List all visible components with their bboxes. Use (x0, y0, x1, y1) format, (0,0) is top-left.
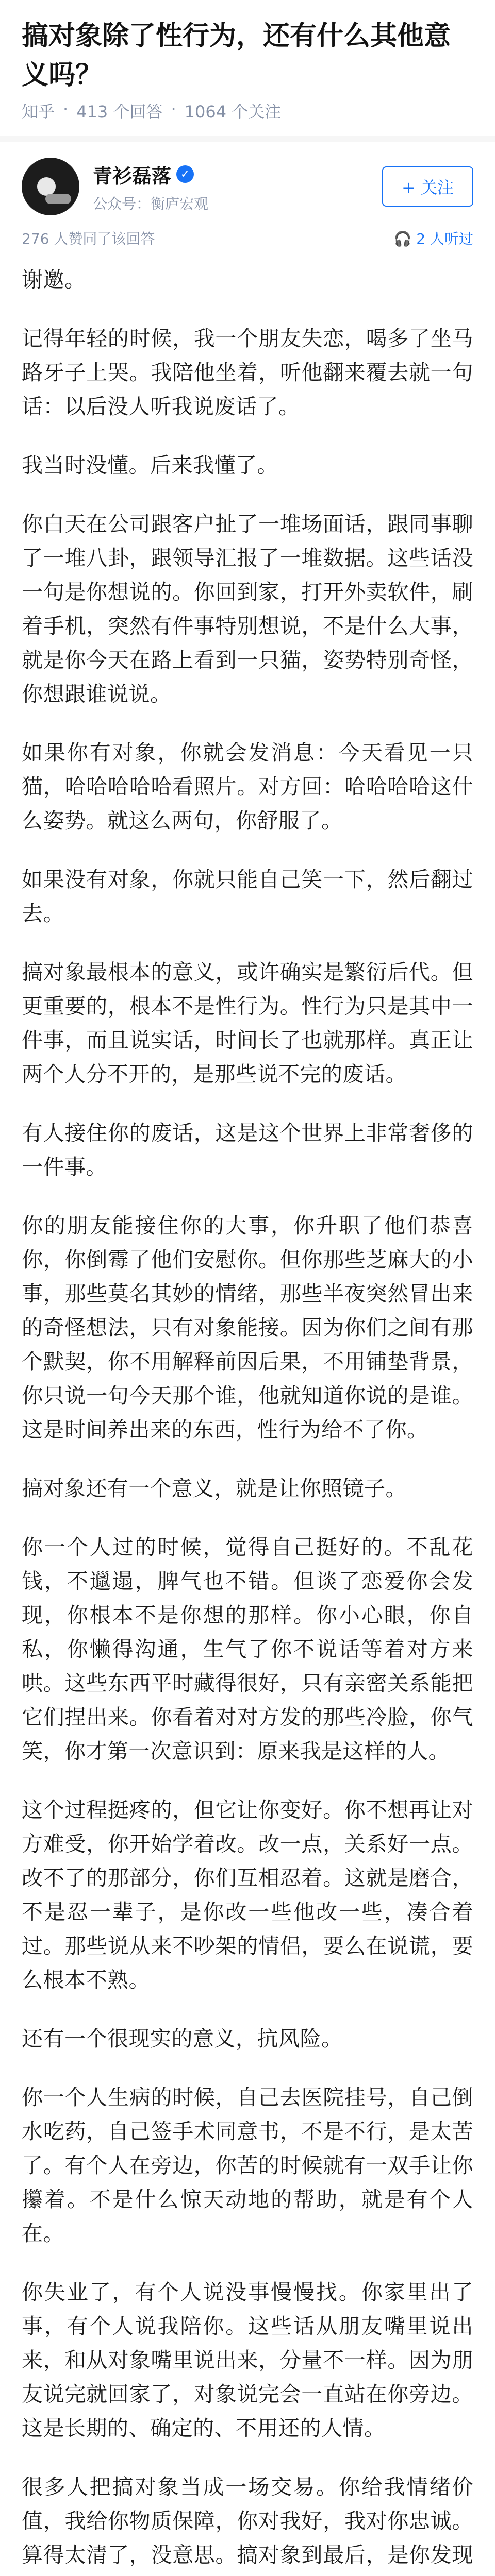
author-info (93, 160, 382, 213)
avatar[interactable] (22, 158, 79, 215)
question-meta (22, 99, 473, 123)
answer-paragraph: 你的朋友能接住你的大事，你升职了他们恭喜你，你倒霉了他们安慰你。但你那些芝麻大的小事，那些莫名其妙的情绪，那些半夜突然冒出来的奇怪想法，只有对象能接。因为你们之间有那个默契，你不用解释前因后果，不用铺垫背景，你只说一句今天那个谁，他就知道你说的是谁。这是时间养出来的东西，性行为给不了你。 (22, 1213, 473, 1442)
answer-paragraph: 如果你有对象，你就会发消息：今天看见一只猫，哈哈哈哈哈看照片。对方回：哈哈哈哈这什么姿势。就这么两句，你舒服了。 (22, 740, 473, 833)
listen-button[interactable] (394, 228, 473, 248)
headphones-icon: 🎧 (393, 230, 417, 247)
answer-paragraph: 很多人把搞对象当成一场交易。你给我情绪价值，我给你物质保障，你对我好，我对你忠诚。算得太清了，没意思。搞对象到最后，是你发现 (22, 2475, 473, 2567)
answer-paragraph: 搞对象还有一个意义，就是让你照镜子。 (22, 1476, 407, 1501)
answer-stats (0, 225, 495, 259)
answer-paragraph: 你失业了，有个人说没事慢慢找。你家里出了事，有个人说我陪你。这些话从朋友嘴里说出来，和从对象嘴里说出来，分量不一样。因为朋友说完就回家了，对象说完会一直站在你旁边。这是长期的、确定的、不用还的人情。 (22, 2280, 473, 2441)
author-row (0, 142, 495, 225)
follower-count: 1064 个关注 (184, 102, 282, 122)
question-header (0, 0, 495, 136)
verified-icon: ✓ (176, 165, 194, 183)
question-title[interactable]: 搞对象除了性行为，还有什么其他意义吗？ (22, 21, 451, 91)
listen-count: 2 人听过 (416, 230, 473, 247)
answer-paragraph: 这个过程挺疼的，但它让你变好。你不想再让对方难受，你开始学着改。改一点，关系好一点。改不了的那部分，你们互相忍着。这就是磨合，不是忍一辈子，是你改一些他改一些，凑合着过。那些说从来不吵架的情侣，要么在说谎，要么根本不熟。 (22, 1798, 473, 1992)
like-count: 276 人赞同了该回答 (22, 230, 155, 247)
author-name[interactable]: 青衫磊落 (93, 164, 172, 188)
answer-paragraph: 我当时没懂。后来我懂了。 (22, 453, 278, 478)
answer-paragraph: 如果没有对象，你就只能自己笑一下，然后翻过去。 (22, 867, 473, 926)
avatar-art (45, 194, 71, 204)
section-divider (0, 136, 495, 142)
answer-paragraph: 你一个人过的时候，觉得自己挺好的。不乱花钱，不邋遢，脾气也不错。但谈了恋爱你会发现，你根本不是你想的那样。你小心眼，你自私，你懒得沟通，生气了你不说话等着对方来哄。这些东西平时藏得很好，只有亲密关系能把它们捏出来。你看着对对方发的那些冷脸，你气笑，你才第一次意识到：原来我是这样的人。 (22, 1535, 473, 1764)
avatar-art (37, 177, 56, 196)
follow-button[interactable]: + 关注 (382, 166, 473, 207)
answer-count[interactable]: 413 个回答 (76, 102, 163, 122)
answer-paragraph: 还有一个很现实的意义，抗风险。 (22, 2026, 343, 2051)
answer-body (0, 263, 495, 2576)
meta-dot: · (171, 99, 176, 118)
answer-paragraph: 你一个人生病的时候，自己去医院挂号，自己倒水吃药，自己签手术同意书，不是不行，是太苦了。有个人在旁边，你苦的时候就有一双手让你攥着。不是什么惊天动地的帮助，就是有个人在。 (22, 2085, 473, 2246)
answer-paragraph: 搞对象最根本的意义，或许确实是繁衍后代。但更重要的，根本不是性行为。性行为只是其中一件事，而且说实话，时间长了也就那样。真正让两个人分不开的，是那些说不完的废话。 (22, 960, 473, 1087)
source-label: 知乎 (22, 102, 55, 122)
answer-paragraph: 有人接住你的废话，这是这个世界上非常奢侈的一件事。 (22, 1121, 473, 1179)
answer-paragraph: 谢邀。 (22, 267, 86, 292)
meta-dot: · (63, 99, 69, 118)
answer-paragraph: 你白天在公司跟客户扯了一堆场面话，跟同事聊了一堆八卦，跟领导汇报了一堆数据。这些话没一句是你想说的。你回到家，打开外卖软件，刷着手机，突然有件事特别想说，不是什么大事，就是你今天在路上看到一只猫，姿势特别奇怪，你想跟谁说说。 (22, 512, 473, 706)
answer-paragraph: 记得年轻的时候，我一个朋友失恋，喝多了坐马路牙子上哭。我陪他坐着，听他翻来覆去就一句话：以后没人听我说废话了。 (22, 326, 473, 419)
author-name-line (93, 160, 382, 189)
author-description: 公众号：衡庐宏观 (93, 195, 209, 212)
